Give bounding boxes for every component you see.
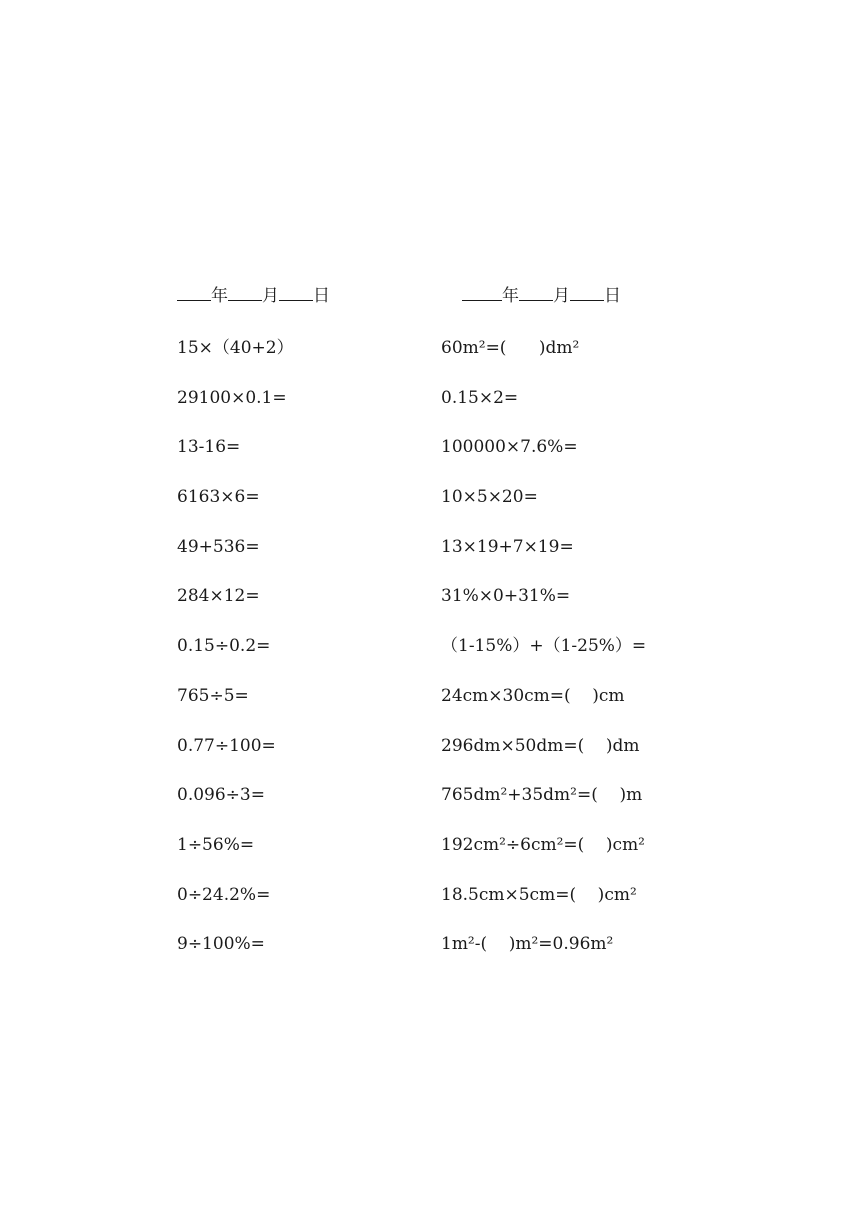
exercise-item: 29100×0.1= bbox=[177, 387, 287, 408]
exercise-item: 31%×0+31%= bbox=[441, 586, 571, 607]
exercise-item: 9÷100%= bbox=[177, 934, 265, 955]
exercise-item: 24cm×30cm=( )cm bbox=[441, 685, 625, 706]
exercise-item: 192cm²÷6cm²=( )cm² bbox=[441, 834, 645, 855]
exercise-item: 49+536= bbox=[177, 536, 260, 557]
year-label: 年 bbox=[502, 286, 519, 306]
exercise-item: 0.77÷100= bbox=[177, 735, 276, 756]
left-exercise-column bbox=[177, 283, 330, 981]
month-blank bbox=[228, 284, 262, 301]
day-label: 日 bbox=[604, 286, 621, 306]
exercise-item: 0.15÷0.2= bbox=[177, 636, 271, 657]
exercise-item: 60m²=( )dm² bbox=[441, 338, 580, 358]
year-blank bbox=[462, 284, 502, 301]
exercise-item: 765÷5= bbox=[177, 685, 249, 706]
right-exercise-column bbox=[441, 283, 646, 981]
exercise-item: 10×5×20= bbox=[441, 487, 538, 508]
month-label: 月 bbox=[262, 286, 279, 306]
exercise-item: 13-16= bbox=[177, 437, 241, 458]
day-blank bbox=[279, 284, 313, 301]
exercise-item: 15×（40+2） bbox=[177, 338, 294, 358]
exercise-item: 296dm×50dm=( )dm bbox=[441, 735, 640, 756]
month-blank bbox=[519, 284, 553, 301]
exercise-item: 0.15×2= bbox=[441, 387, 519, 408]
exercise-item: 284×12= bbox=[177, 586, 260, 607]
exercise-item: 0.096÷3= bbox=[177, 785, 265, 806]
year-blank bbox=[177, 284, 211, 301]
date-line-left bbox=[177, 283, 330, 335]
exercise-item: 18.5cm×5cm=( )cm² bbox=[441, 884, 637, 905]
year-label: 年 bbox=[211, 286, 228, 306]
exercise-item: 13×19+7×19= bbox=[441, 536, 574, 557]
date-line-right bbox=[441, 283, 646, 335]
day-label: 日 bbox=[313, 286, 330, 306]
exercise-item: 6163×6= bbox=[177, 487, 260, 508]
exercise-item: 100000×7.6%= bbox=[441, 437, 578, 458]
day-blank bbox=[570, 284, 604, 301]
exercise-item: 1÷56%= bbox=[177, 834, 255, 855]
exercise-item: 0÷24.2%= bbox=[177, 884, 271, 905]
exercise-item: 1m²-( )m²=0.96m² bbox=[441, 934, 614, 955]
exercise-item: 765dm²+35dm²=( )m bbox=[441, 785, 643, 806]
month-label: 月 bbox=[553, 286, 570, 306]
exercise-item: （1-15%）+（1-25%）= bbox=[441, 636, 647, 657]
